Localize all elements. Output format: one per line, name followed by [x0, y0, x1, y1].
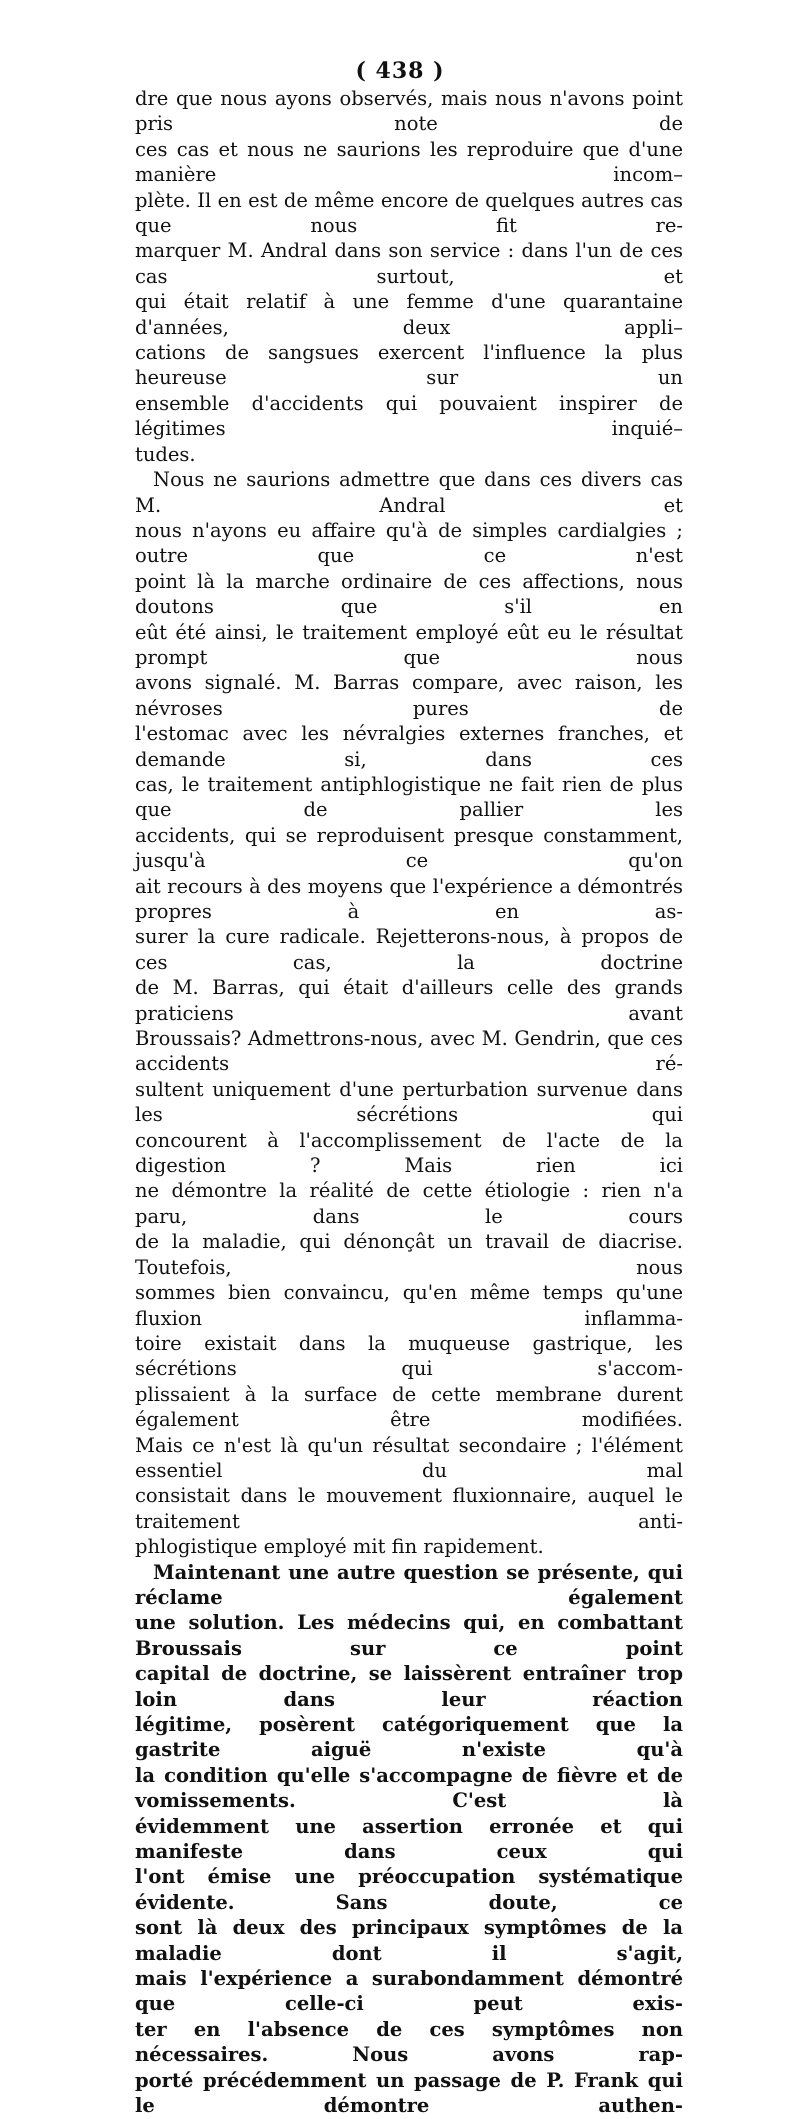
text-line: accidents, qui se reproduisent presque constamment, jusqu'à ce qu'on [135, 823, 683, 873]
text-line: de la maladie, qui dénonçât un travail de diacrise. Toutefois, nous [135, 1230, 683, 1279]
text-line: plète. Il en est de même encore de quelques autres cas que nous fit re- [135, 188, 683, 238]
text-line: sont là deux des principaux symptômes de la maladie dont il s'agit, [135, 1916, 683, 1965]
text-line: avons signalé. M. Barras compare, avec raison, les névroses pures de [135, 671, 683, 720]
text-line: sommes bien convaincu, qu'en même temps qu'une fluxion inflamma- [135, 1281, 683, 1330]
text-line: légitime, posèrent catégoriquement que la gastrite aiguë n'existe qu'à [135, 1713, 683, 1762]
text-line: tudes. [135, 442, 196, 466]
text-line: Maintenant une autre question se présente, qui réclame également [135, 1560, 683, 1609]
text-line: ter en l'absence de ces symptômes non nécessaires. Nous avons rap- [135, 2017, 683, 2067]
text-line: dre que nous ayons observés, mais nous n'avons point pris note de [135, 87, 683, 136]
text-line: phlogistique employé mit fin rapidement. [135, 1535, 544, 1559]
text-line: toire existait dans la muqueuse gastrique, les sécrétions qui s'accom- [135, 1331, 683, 1381]
text-line: nous n'ayons eu affaire qu'à de simples cardialgies ; outre que ce n'est [135, 518, 683, 568]
text-line: Mais ce n'est là qu'un résultat secondaire ; l'élément essentiel du mal [135, 1433, 683, 1482]
text-line: la condition qu'elle s'accompagne de fièvre et de vomissements. C'est là [135, 1763, 683, 1813]
paragraph-2 [135, 467, 683, 1559]
text-line: capital de doctrine, se laissèrent entraîner trop loin dans leur réaction [135, 1662, 683, 1711]
text-line: mais l'expérience a surabondamment démontré que celle-ci peut exis- [135, 1967, 683, 2016]
text-line: eût été ainsi, le traitement employé eût eu le résultat prompt que nous [135, 620, 683, 669]
text-line: cas, le traitement antiphlogistique ne fait rien de plus que de pallier les [135, 772, 683, 822]
text-line: Nous ne saurions admettre que dans ces divers cas M. Andral et [135, 468, 683, 517]
paragraph-1 [135, 86, 683, 467]
text-line: porté précédemment un passage de P. Frank qui le démontre authen- [135, 2068, 683, 2118]
text-line: l'ont émise une préoccupation systématique évidente. Sans doute, ce [135, 1865, 683, 1914]
page-number: ( 438 ) [355, 58, 445, 84]
text-line: de M. Barras, qui était d'ailleurs celle des grands praticiens avant [135, 976, 683, 1025]
text-line: concourent à l'accomplissement de l'acte de la digestion ? Mais rien ici [135, 1128, 683, 1178]
text-line: ne démontre la réalité de cette étiologie : rien n'a paru, dans le cours [135, 1179, 683, 1228]
text-line: plissaient à la surface de cette membrane durent également être modifiées. [135, 1382, 683, 1432]
text-line: l'estomac avec les névralgies externes franches, et demande si, dans ces [135, 722, 683, 771]
page-body [135, 86, 683, 2119]
text-line: ait recours à des moyens que l'expérience a démontrés propres à en as- [135, 874, 683, 923]
text-line: une solution. Les médecins qui, en combattant Broussais sur ce point [135, 1611, 683, 1660]
text-line: sultent uniquement d'une perturbation survenue dans les sécrétions qui [135, 1077, 683, 1127]
text-line: point là la marche ordinaire de ces affections, nous doutons que s'il en [135, 569, 683, 619]
paragraph-3 [135, 1560, 683, 2119]
text-line: ces cas et nous ne saurions les reproduire que d'une manière incom– [135, 137, 683, 187]
text-line: cations de sangsues exercent l'influence la plus heureuse sur un [135, 341, 683, 390]
text-line: Broussais? Admettrons-nous, avec M. Gendrin, que ces accidents ré- [135, 1027, 683, 1076]
text-line: surer la cure radicale. Rejetterons-nous, à propos de ces cas, la doctrine [135, 925, 683, 974]
text-line: consistait dans le mouvement fluxionnaire, auquel le traitement anti- [135, 1484, 683, 1533]
text-line: ensemble d'accidents qui pouvaient inspirer de légitimes inquié– [135, 391, 683, 441]
text-line: évidemment une assertion erronée et qui manifeste dans ceux qui [135, 1814, 683, 1864]
text-line: qui était relatif à une femme d'une quarantaine d'années, deux appli– [135, 290, 683, 339]
text-line: marquer M. Andral dans son service : dans l'un de ces cas surtout, et [135, 239, 683, 288]
